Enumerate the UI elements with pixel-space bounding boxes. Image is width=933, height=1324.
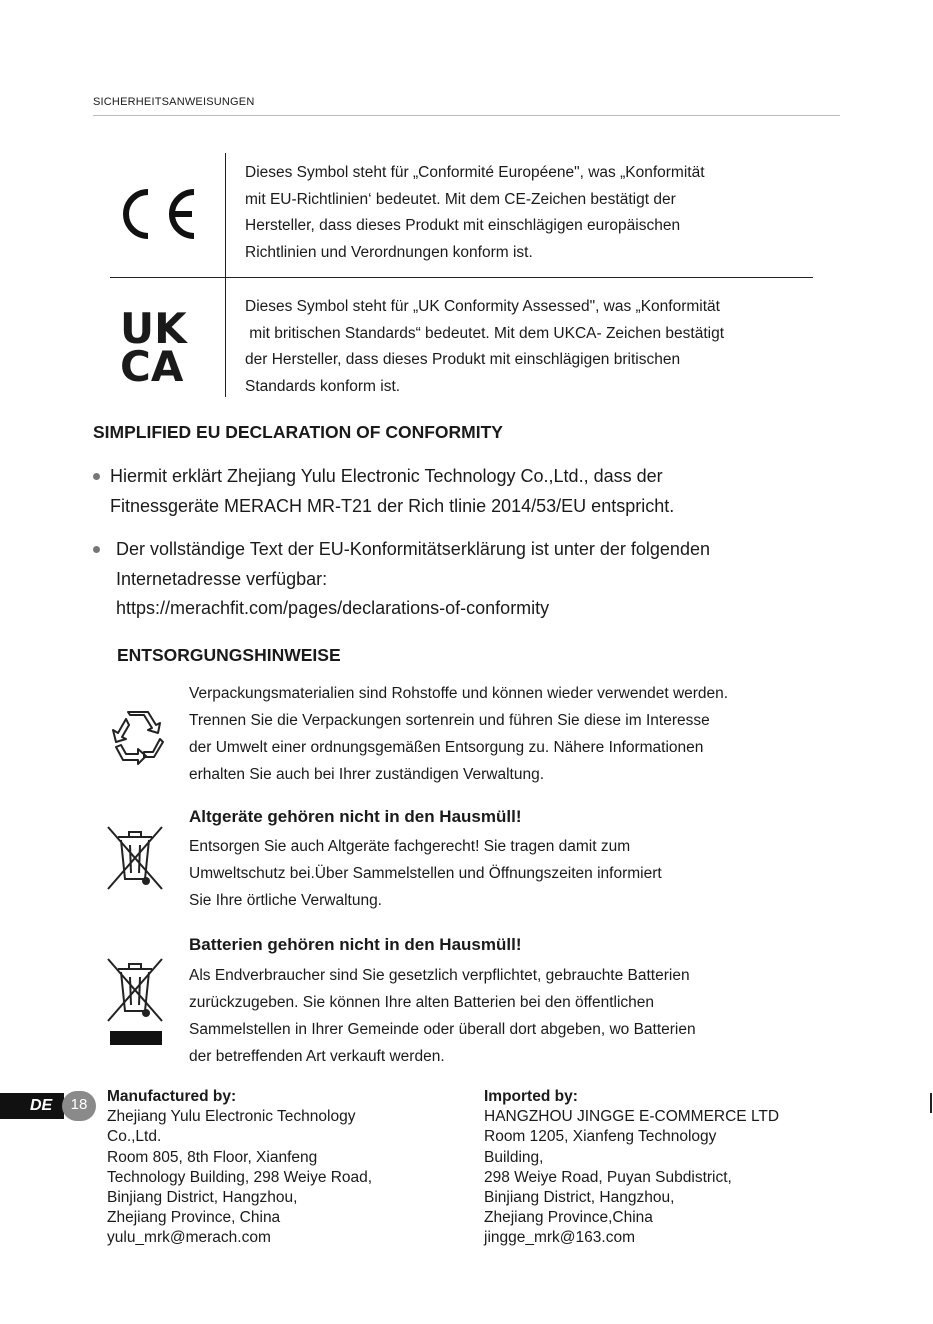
- disposal-title: ENTSORGUNGSHINWEISE: [117, 645, 341, 665]
- declaration-line: Fitnessgeräte MERACH MR-T21 der Rich tlinie 2014/53/EU entspricht.: [110, 495, 675, 516]
- weee-line: Sie Ihre örtliche Verwaltung.: [189, 892, 382, 909]
- batteries-line: der betreffenden Art verkauft werden.: [189, 1048, 445, 1065]
- declaration-line: Der vollständige Text der EU-Konformitätserklärung ist unter der folgenden: [116, 539, 710, 559]
- manufacturer-line: Zhejiang Province, China: [107, 1209, 281, 1227]
- language-label: DE: [30, 1097, 53, 1114]
- importer-line: Building,: [484, 1148, 544, 1166]
- ukca-mark-icon: [120, 304, 200, 391]
- header-divider: [93, 115, 840, 116]
- importer-line: Binjiang District, Hangzhou,: [484, 1189, 675, 1207]
- batteries-text: [189, 962, 819, 1070]
- importer-line: Zhejiang Province,China: [484, 1209, 653, 1227]
- manufacturer-line: Room 805, 8th Floor, Xianfeng: [107, 1148, 318, 1166]
- ukca-line: mit britischen Standards“ bedeutet. Mit dem UKCA- Zeichen bestätigt: [245, 324, 724, 342]
- recycling-line: Verpackungsmaterialien sind Rohstoffe und können wieder verwendet werden.: [189, 685, 729, 702]
- page-edge-mark: [930, 1093, 932, 1113]
- batteries-line: Sammelstellen in Ihrer Gemeinde oder überall dort abgeben, wo Batterien: [189, 1021, 696, 1038]
- ukca-line: der Hersteller, dass dieses Produkt mit einschlägigen britischen: [245, 351, 681, 368]
- batteries-line: Als Endverbraucher sind Sie gesetzlich verpflichtet, gebrauchte Batterien: [189, 967, 690, 984]
- ukca-description: [245, 294, 815, 400]
- manufacturer-line: Technology Building, 298 Weiye Road,: [107, 1168, 373, 1186]
- recycling-line: Trennen Sie die Verpackungen sortenrein und führen Sie diese im Interesse: [189, 712, 710, 729]
- declaration-line: Internetadresse verfügbar:: [116, 568, 328, 589]
- page-header: SICHERHEITSANWEISUNGEN: [93, 96, 255, 108]
- recycle-icon: [108, 709, 166, 767]
- ce-description: [245, 160, 815, 266]
- batteries-title: Batterien gehören nicht in den Hausmüll!: [189, 935, 522, 954]
- crossed-bin-bar-icon: [104, 955, 166, 1047]
- importer-block: [484, 1087, 779, 1249]
- bullet-icon: [93, 473, 100, 480]
- recycling-line: erhalten Sie auch bei Ihrer zuständigen Verwaltung.: [189, 766, 545, 783]
- recycling-line: der Umwelt einer ordnungsgemäßen Entsorgung zu. Nähere Informationen: [189, 739, 704, 756]
- manufacturer-line: Zhejiang Yulu Electronic Technology: [107, 1108, 356, 1126]
- declaration-item: [110, 462, 674, 521]
- weee-text: [189, 833, 819, 914]
- ukca-line: Dieses Symbol steht für „UK Conformity Assessed", was „Konformität: [245, 298, 720, 315]
- bullet-icon: [93, 546, 100, 553]
- declaration-title: SIMPLIFIED EU DECLARATION OF CONFORMITY: [93, 422, 503, 442]
- ce-line: Hersteller, dass dieses Produkt mit einschlägigen europäischen: [245, 217, 681, 234]
- table-horizontal-divider: [110, 277, 813, 278]
- manufacturer-line: Co.,Ltd.: [107, 1128, 162, 1146]
- ce-line: Dieses Symbol steht für „Conformité Européene", was „Konformität: [245, 164, 705, 181]
- ce-line: mit EU-Richtlinien‘ bedeutet. Mit dem CE-Zeichen bestätigt der: [245, 190, 676, 208]
- page-number: 18: [70, 1096, 88, 1113]
- recycling-text: [189, 680, 819, 788]
- importer-line: 298 Weiye Road, Puyan Subdistrict,: [484, 1168, 732, 1186]
- manufacturer-line: Binjiang District, Hangzhou,: [107, 1189, 298, 1207]
- importer-email[interactable]: jingge_mrk@163.com: [484, 1229, 635, 1247]
- declaration-link[interactable]: https://merachfit.com/pages/declarations-of-conformity: [116, 598, 550, 618]
- ukca-mark-top: UK: [120, 304, 187, 353]
- crossed-bin-icon: [104, 823, 166, 893]
- ce-line: Richtlinien und Verordnungen konform ist.: [245, 243, 533, 261]
- weee-line: Umweltschutz bei.Über Sammelstellen und Öffnungszeiten informiert: [189, 865, 662, 882]
- importer-line: HANGZHOU JINGGE E-COMMERCE LTD: [484, 1108, 780, 1126]
- declaration-line: Hiermit erklärt Zhejiang Yulu Electronic Technology Co.,Ltd., dass der: [110, 466, 663, 486]
- batteries-line: zurückzugeben. Sie können Ihre alten Batterien bei den öffentlichen: [189, 994, 655, 1011]
- importer-title: Imported by:: [484, 1088, 578, 1105]
- ukca-line: Standards konform ist.: [245, 377, 401, 395]
- declaration-item: [116, 535, 710, 624]
- manufacturer-email[interactable]: yulu_mrk@merach.com: [107, 1229, 271, 1247]
- manufacturer-title: Manufactured by:: [107, 1088, 237, 1105]
- ukca-mark-bottom: CA: [120, 342, 184, 391]
- weee-line: Entsorgen Sie auch Altgeräte fachgerecht! Sie tragen damit zum: [189, 838, 631, 855]
- importer-line: Room 1205, Xianfeng Technology: [484, 1128, 717, 1146]
- table-vertical-divider: [225, 153, 226, 397]
- manufacturer-block: [107, 1087, 372, 1249]
- ce-mark-icon: [114, 185, 200, 243]
- weee-title: Altgeräte gehören nicht in den Hausmüll!: [189, 807, 522, 826]
